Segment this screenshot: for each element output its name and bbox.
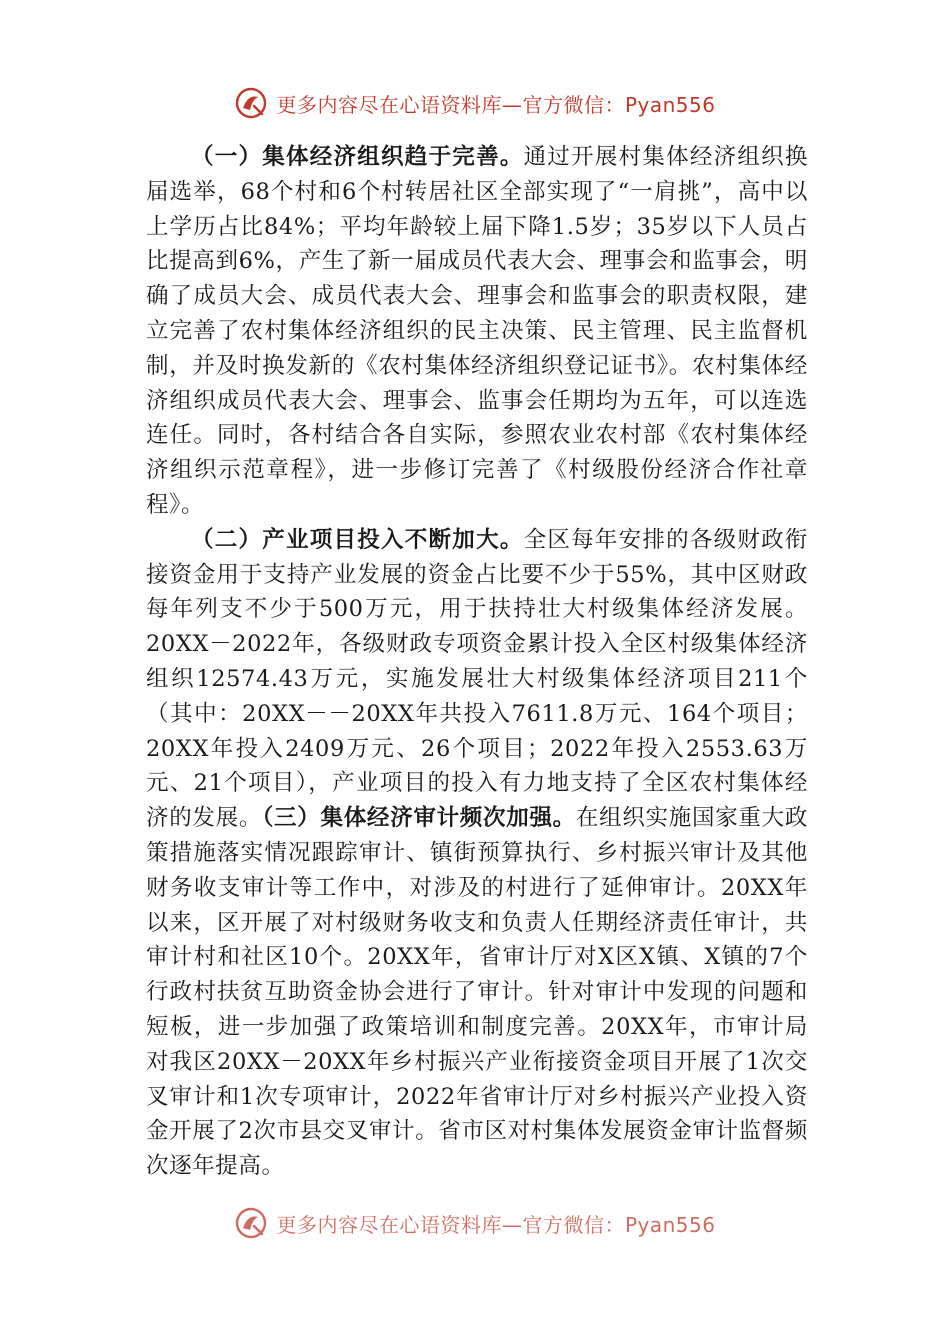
paragraph-2-text: 全区每年安排的各级财政衔接资金用于支持产业发展的资金占比要不少于55%，其中区财政每年列支不少于500万元，用于扶持壮大村级集体经济发展。20XX－2022年，各级财政专项资金累计投入全区村级集体经济组织12574.43万元，实施发展壮大村级集体经济项目211个（其中：20XX－－20XX年共投入7611.8万元、164个项目；20XX年投入2409万元、26个项目；2022年投入2553.63万元、21个项目），产业项目的投入有力地支持了全区农村集体经济的发展。	[146, 526, 809, 832]
logo-icon	[234, 1206, 268, 1240]
paragraph-1	[146, 140, 808, 523]
watermark-footer	[0, 1206, 950, 1240]
watermark-text: 更多内容尽在心语资料库—官方微信：Pyan556	[276, 1212, 716, 1237]
paragraph-3-heading: （三）集体经济审计频次加强。	[262, 805, 576, 832]
paragraph-1-text: 通过开展村集体经济组织换届选举，68个村和6个村转居社区全部实现了“一肩挑”，高中以上学历占比84%；平均年龄较上届下降1.5岁；35岁以下人员占比提高到6%，产生了新一届成员代表大会、理事会和监事会，明确了成员大会、成员代表大会、理事会和监事会的职责权限，建立完善了农村集体经济组织的民主决策、民主管理、民主监督机制，并及时换发新的《农村集体经济组织登记证书》。农村集体经济组织成员代表大会、理事会、监事会任期均为五年，可以连选连任。同时，各村结合各自实际，参照农业农村部《农村集体经济组织示范章程》，进一步修订完善了《村级股份经济合作社章程》。	[146, 144, 809, 518]
paragraph-3-text: 在组织实施国家重大政策措施落实情况跟踪审计、镇街预算执行、乡村振兴审计及其他财务收支审计等工作中，对涉及的村进行了延伸审计。20XX年以来，区开展了对村级财务收支和负责人任期经济责任审计，共审计村和社区10个。20XX年，省审计厅对X区X镇、X镇的7个行政村扶贫互助资金协会进行了审计。针对审计中发现的问题和短板，进一步加强了政策培训和制度完善。20XX年，市审计局对我区20XX－20XX年乡村振兴产业衔接资金项目开展了1次交叉审计和1次专项审计，2022年省审计厅对乡村振兴产业投入资金开展了2次市县交叉审计。省市区对村集体发展资金审计监督频次逐年提高。	[146, 805, 808, 1180]
paragraph-1-heading: （一）集体经济组织趋于完善。	[191, 144, 524, 170]
paragraph-2-heading: （二）产业项目投入不断加大。	[191, 526, 524, 553]
paragraph-2	[146, 523, 808, 1184]
watermark-header	[0, 86, 950, 120]
watermark-text: 更多内容尽在心语资料库—官方微信：Pyan556	[276, 92, 716, 117]
document-body	[146, 140, 808, 1184]
logo-icon	[234, 86, 268, 120]
